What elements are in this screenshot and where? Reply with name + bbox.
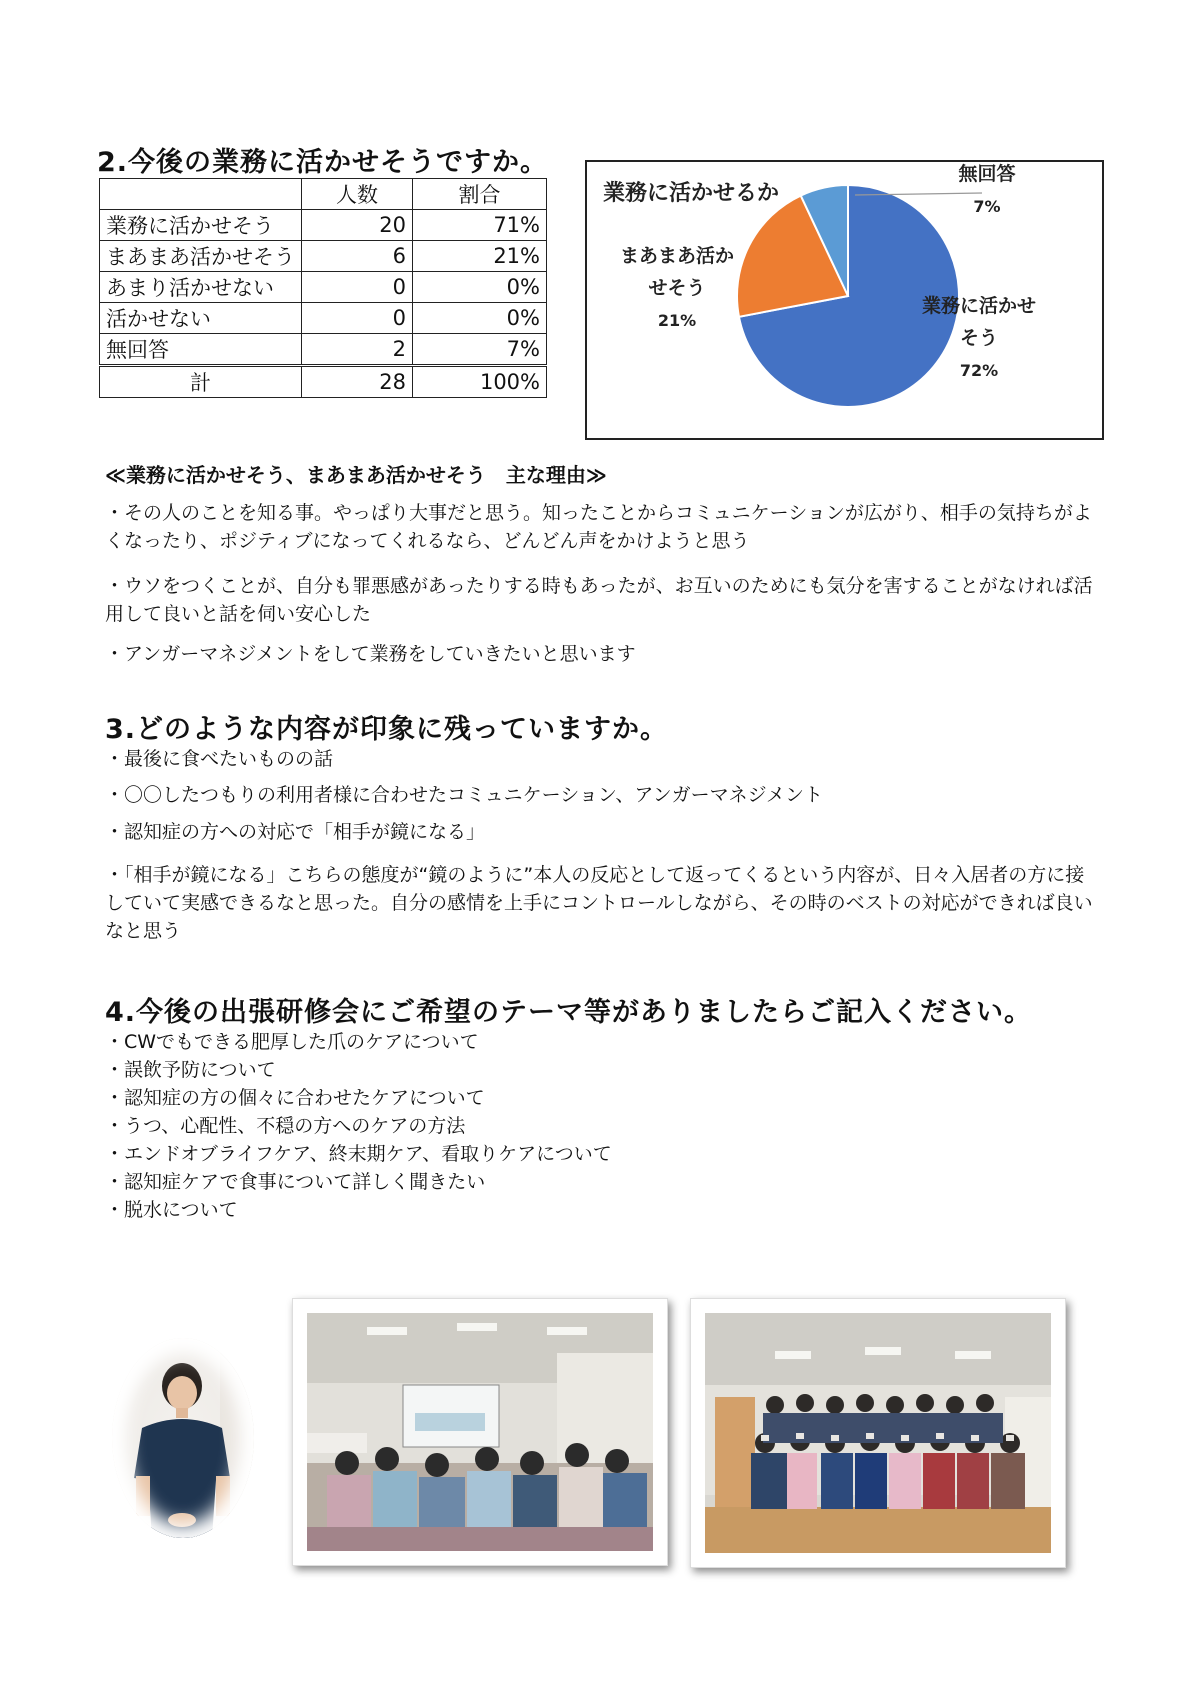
speaker-photo <box>112 1338 254 1538</box>
slice-name-label: せそう <box>648 277 706 299</box>
slice-percent-label: 72% <box>959 361 999 380</box>
q3-item: ・〇〇したつもりの利用者様に合わせたコミュニケーション、アンガーマネジメント <box>105 784 824 806</box>
q4-item: ・うつ、心配性、不穏の方へのケアの方法 <box>105 1115 466 1137</box>
table-total-row <box>100 366 547 398</box>
seminar-photo <box>292 1298 668 1566</box>
table-row <box>100 303 547 334</box>
total-count: 28 <box>302 366 413 398</box>
table-header-row <box>100 179 547 210</box>
row-pct: 7% <box>413 334 547 366</box>
total-pct: 100% <box>413 366 547 398</box>
table-row <box>100 210 547 241</box>
table-row <box>100 334 547 366</box>
q4-heading: 4.今後の出張研修会にご希望のテーマ等がありましたらご記入ください。 <box>105 997 1033 1028</box>
row-pct: 0% <box>413 303 547 334</box>
total-label: 計 <box>100 366 302 398</box>
row-count: 0 <box>302 303 413 334</box>
pie-chart <box>587 162 1102 438</box>
q3-item: ・認知症の方への対応で「相手が鏡になる」 <box>105 821 486 843</box>
slice-percent-label: 21% <box>657 311 697 330</box>
q4-item: ・エンドオブライフケア、終末期ケア、看取りケアについて <box>105 1143 612 1165</box>
row-count: 2 <box>302 334 413 366</box>
row-pct: 0% <box>413 272 547 303</box>
seminar-scene <box>307 1313 653 1551</box>
slice-name-label: 業務に活かせ <box>921 295 1037 317</box>
row-label: まあまあ活かせそう <box>100 241 302 272</box>
q4-item: ・認知症の方の個々に合わせたケアについて <box>105 1087 485 1109</box>
reason-item: ・アンガーマネジメントをして業務をしていきたいと思います <box>105 643 636 665</box>
q4-item: ・脱水について <box>105 1199 238 1221</box>
group-scene <box>705 1313 1051 1553</box>
reason-item: ・ウソをつくことが、自分も罪悪感があったりする時もあったが、お互いのためにも気分を害することがなければ活用して良いと話を伺い安心した <box>105 575 1093 625</box>
slice-name-label: まあまあ活か <box>619 245 735 267</box>
table-header-pct: 割合 <box>413 179 547 210</box>
table-header-blank <box>100 179 302 210</box>
q3-item: ・「相手が鏡になる」こちらの態度が“鏡のように”本人の反応として返ってくるという内容が、日々入居者の方に接していて実感できるなと思った。自分の感情を上手にコントロールしながら、その時のベストの対応ができれば良いなと思う <box>105 864 1093 942</box>
vignette-overlay <box>112 1338 254 1538</box>
table-row <box>100 241 547 272</box>
row-label: 業務に活かせそう <box>100 210 302 241</box>
row-count: 0 <box>302 272 413 303</box>
reason-item: ・その人のことを知る事。やっぱり大事だと思う。知ったことからコミュニケーションが広がり、相手の気持ちがよくなったり、ポジティブになってくれるなら、どんどん声をかけようと思う <box>105 502 1092 552</box>
results-table <box>99 178 547 398</box>
table-header-count: 人数 <box>302 179 413 210</box>
row-count: 20 <box>302 210 413 241</box>
row-label: 活かせない <box>100 303 302 334</box>
slice-percent-label: 7% <box>973 197 1001 216</box>
row-label: 無回答 <box>100 334 302 366</box>
q4-item: ・誤飲予防について <box>105 1059 276 1081</box>
slice-name-label: そう <box>959 327 999 349</box>
q4-item: ・認知症ケアで食事について詳しく聞きたい <box>105 1171 486 1193</box>
q3-heading: 3.どのような内容が印象に残っていますか。 <box>105 714 669 745</box>
group-photo <box>690 1298 1066 1568</box>
group-illustration <box>705 1313 1051 1553</box>
q4-list <box>105 1028 612 1224</box>
table-row <box>100 272 547 303</box>
q4-item: ・CWでもできる肥厚した爪のケアについて <box>105 1031 479 1053</box>
row-pct: 71% <box>413 210 547 241</box>
row-count: 6 <box>302 241 413 272</box>
reasons-heading: ≪業務に活かせそう、まあまあ活かせそう 主な理由≫ <box>105 463 607 487</box>
chart-title: 業務に活かせるか <box>603 181 780 206</box>
pie-chart-frame <box>585 160 1104 440</box>
q2-heading: 2.今後の業務に活かせそうですか。 <box>97 147 549 178</box>
slice-name-label: 無回答 <box>958 163 1016 185</box>
row-label: あまり活かせない <box>100 272 302 303</box>
q3-item: ・最後に食べたいものの話 <box>105 748 334 770</box>
row-pct: 21% <box>413 241 547 272</box>
seminar-illustration <box>307 1313 653 1551</box>
